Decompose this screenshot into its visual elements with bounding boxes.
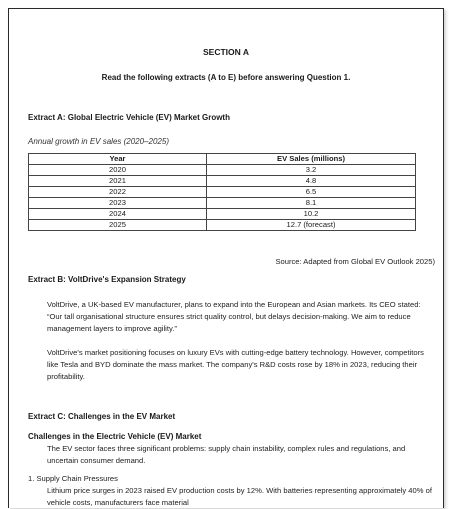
table-row — [29, 198, 416, 209]
table-header-sales: EV Sales (millions) — [207, 154, 416, 165]
table-cell-sales: 4.8 — [207, 176, 416, 187]
extract-c-subheading: Challenges in the Electric Vehicle (EV) Market — [28, 432, 202, 441]
table-cell-year: 2023 — [29, 198, 207, 209]
ev-sales-table — [28, 153, 416, 231]
table-cell-year: 2020 — [29, 165, 207, 176]
table-row — [29, 165, 416, 176]
table-caption: Annual growth in EV sales (2020–2025) — [28, 137, 169, 146]
table-cell-year: 2022 — [29, 187, 207, 198]
table-cell-sales: 10.2 — [207, 209, 416, 220]
table-cell-sales: 6.5 — [207, 187, 416, 198]
table-source: Source: Adapted from Global EV Outlook 2025) — [275, 257, 435, 266]
section-instruction: Read the following extracts (A to E) before answering Question 1. — [101, 73, 351, 82]
extract-b-paragraph: VoltDrive, a UK-based EV manufacturer, plans to expand into the European and Asian markets. Its CEO stated: “Our tall organisational structure ensures strict quality control, but delays decision-making. We aim to reduce management layers to improve agility.” — [47, 300, 421, 333]
table-row — [29, 220, 416, 231]
table-cell-year: 2024 — [29, 209, 207, 220]
section-title: SECTION A — [203, 47, 249, 57]
table-header-row — [29, 154, 416, 165]
table-row — [29, 209, 416, 220]
table-cell-year: 2025 — [29, 220, 207, 231]
extract-c-intro: The EV sector faces three significant problems: supply chain instability, complex rules and regulations, and uncertain consumer demand. — [47, 444, 406, 465]
table-header-year: Year — [29, 154, 207, 165]
extract-a-heading: Extract A: Global Electric Vehicle (EV) Market Growth — [28, 113, 230, 122]
extract-c-heading: Extract C: Challenges in the EV Market — [28, 412, 176, 421]
table-cell-sales: 3.2 — [207, 165, 416, 176]
table-cell-sales: 8.1 — [207, 198, 416, 209]
point-1-title: 1. Supply Chain Pressures — [28, 474, 118, 483]
exam-page — [8, 8, 444, 508]
extract-b-heading: Extract B: VoltDrive's Expansion Strategy — [28, 275, 186, 284]
point-1-text: Lithium price surges in 2023 raised EV production costs by 12%. With batteries representing approximately 40% of vehicle costs, manufacturers face material — [47, 486, 432, 507]
extract-b-paragraph: VoltDrive's market positioning focuses on luxury EVs with cutting-edge battery technology. However, competitors like Tesla and BYD dominate the mass market. The company's R&D costs rose by 18% in 2023, reducing their profitability. — [47, 348, 424, 381]
table-cell-year: 2021 — [29, 176, 207, 187]
table-cell-sales: 12.7 (forecast) — [207, 220, 416, 231]
table-row — [29, 187, 416, 198]
table-row — [29, 176, 416, 187]
